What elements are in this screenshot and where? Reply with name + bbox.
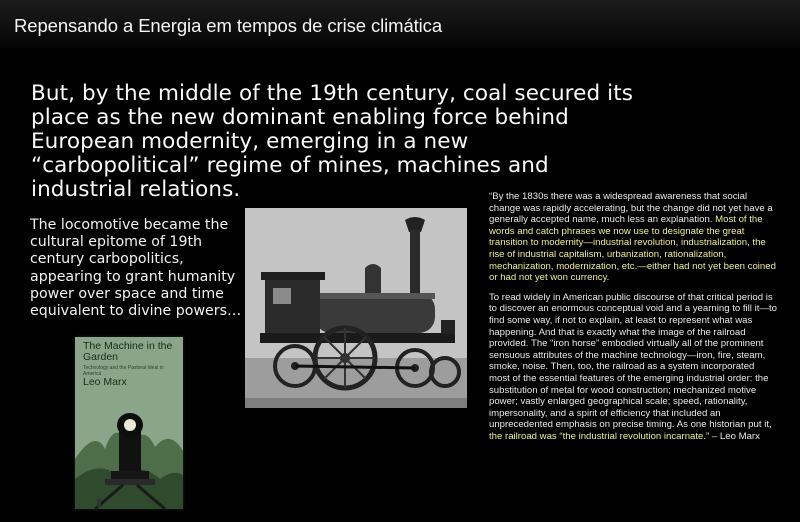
video-title-bar (0, 0, 800, 48)
book-author: Leo Marx (83, 376, 127, 388)
video-title[interactable]: Repensando a Energia em tempos de crise climática (14, 15, 443, 36)
locomotive-caption: The locomotive became the cultural epitome of 19th century carbopolitics, appearing to grant humanity power over space and time equivalent to divine powers… (30, 217, 242, 320)
book-locomotive-illustration (75, 389, 183, 509)
quote-p1-text: “By the 1830s there was a widespread awareness that social change was rapidly accelerating, but the change did not yet have a generally accepted name, much less an explanation. (489, 191, 773, 226)
quote-attribution: – Leo Marx (709, 430, 760, 442)
book-subtitle: Technology and the Pastoral Ideal in America (83, 365, 164, 377)
quote-p2-highlight: the railroad was “the industrial revolution incarnate.” (489, 430, 710, 442)
locomotive-photo-illustration (245, 208, 467, 408)
book-cover-image (75, 337, 183, 509)
quote-p1-highlight: Most of the words and catch phrases we now use to designate the great transition to modernity—industrial revolution, industrialization, the rise of industrial capitalism, urbanization, rationalization, mechanization, modernization, etc.—either had not yet been coined or had not yet won currency. (489, 214, 776, 284)
quote-paragraph-2 (489, 292, 777, 443)
book-title: The Machine in the Garden (83, 340, 173, 363)
slide-headline: But, by the middle of the 19th century, coal secured its place as the new dominant enabling force behind European modernity, emerging in a new “carbopolitical” regime of mines, machines and industrial relations. (31, 81, 634, 202)
leo-marx-quote (489, 191, 777, 450)
locomotive-photo (245, 208, 467, 408)
quote-paragraph-1 (489, 191, 777, 284)
quote-p2-text: To read widely in American public discourse of that critical period is to discover an enormous conceptual void and a yearning to fill it—to find some way, if not to explain, at least to represent what was happening. And that is exactly what the image of the railroad provided. The “iron horse” embodied virtually all of the prominent sensuous attributes of the machine technology—iron, fire, steam, smoke, noise. Then, too, the railroad as a system incorporated most of the essential features of the emerging industrial order: the substitution of metal for wood construction; mechanized motive power; vastly enlarged geographical scale; speed, rationality, impersonality, and a spirit of efficiency that included an unprecedented emphasis on precise timing. As one historian put it, (489, 291, 777, 431)
